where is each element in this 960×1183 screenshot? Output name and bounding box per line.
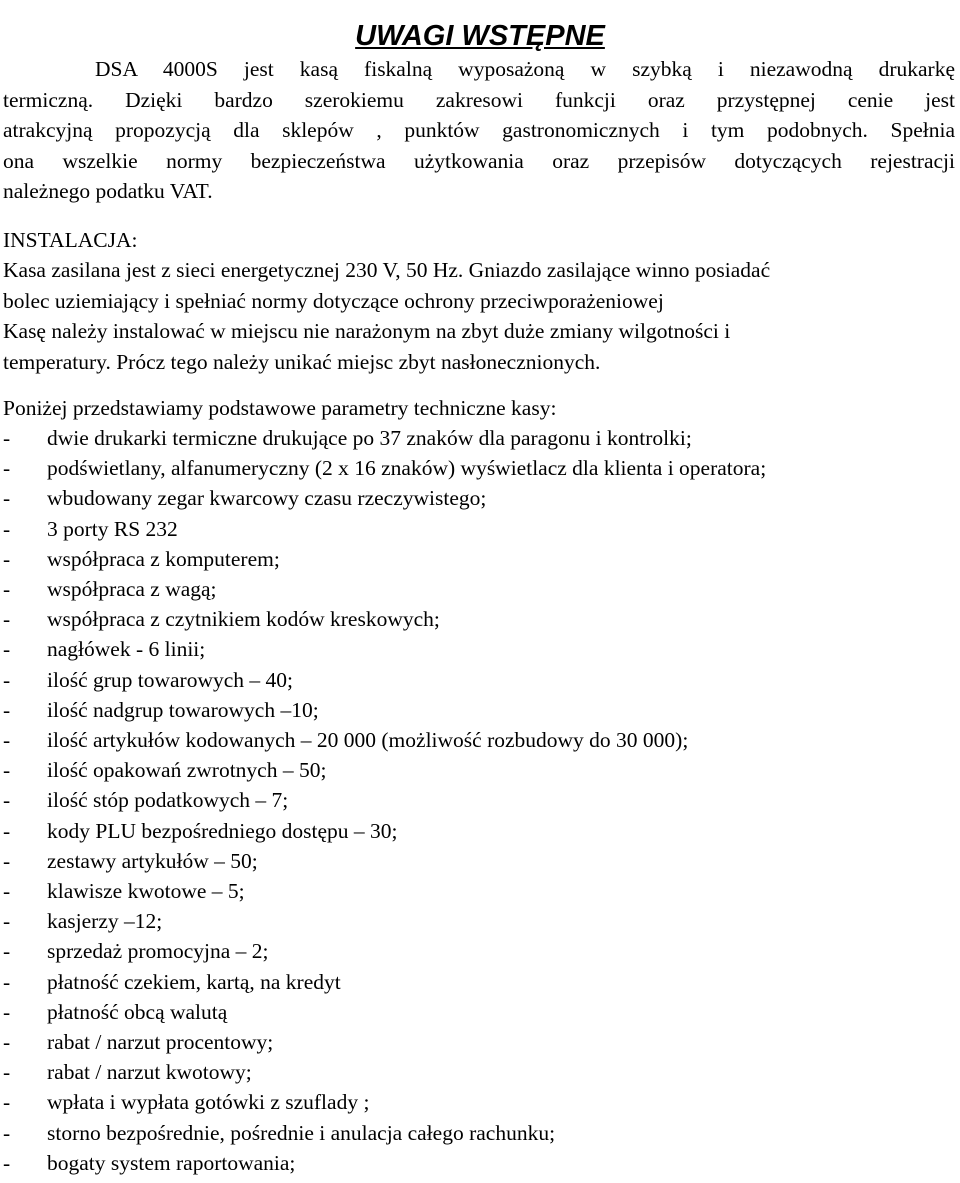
list-item	[3, 604, 766, 634]
list-item	[3, 453, 766, 483]
list-item	[3, 695, 766, 725]
list-item-text: wbudowany zegar kwarcowy czasu rzeczywistego;	[47, 486, 487, 511]
list-bullet: -	[3, 546, 11, 571]
installation-paragraph	[3, 255, 955, 377]
list-item-text: ilość stóp podatkowych – 7;	[47, 788, 289, 813]
installation-heading: INSTALACJA:	[3, 228, 138, 252]
list-item-text: płatność obcą walutą	[47, 999, 228, 1024]
list-item	[3, 936, 766, 966]
list-item-text: klawisze kwotowe – 5;	[47, 879, 245, 904]
list-item	[3, 967, 766, 997]
list-bullet: -	[3, 516, 11, 541]
list-item	[3, 725, 766, 755]
list-item	[3, 755, 766, 785]
installation-line: Kasę należy instalować w miejscu nie narażonym na zbyt duże zmiany wilgotności i	[3, 319, 731, 343]
list-item	[3, 514, 766, 544]
list-bullet: -	[3, 1120, 11, 1145]
list-item	[3, 665, 766, 695]
list-item-text: ilość opakowań zwrotnych – 50;	[47, 758, 327, 783]
list-item-text: współpraca z wagą;	[47, 577, 217, 602]
list-item	[3, 1118, 766, 1148]
list-item	[3, 544, 766, 574]
list-item	[3, 816, 766, 846]
list-bullet: -	[3, 728, 11, 753]
intro-line: należnego podatku VAT.	[3, 179, 213, 203]
list-item-text: podświetlany, alfanumeryczny (2 x 16 znaków) wyświetlacz dla klienta i operatora;	[47, 456, 767, 481]
installation-line: Kasa zasilana jest z sieci energetycznej 230 V, 50 Hz. Gniazdo zasilające winno posiadać	[3, 258, 771, 282]
intro-line: ona wszelkie normy bezpieczeństwa użytkowania oraz przepisów dotyczących rejestracji	[3, 148, 955, 173]
list-bullet: -	[3, 637, 11, 662]
list-bullet: -	[3, 939, 11, 964]
page-title: UWAGI WSTĘPNE	[355, 20, 605, 53]
list-item-text: dwie drukarki termiczne drukujące po 37 znaków dla paragonu i kontrolki;	[47, 426, 692, 450]
list-item-text: współpraca z komputerem;	[47, 546, 280, 571]
parameters-list	[3, 423, 766, 1178]
list-item-text: bogaty system raportowania;	[47, 1150, 296, 1175]
list-item-text: kody PLU bezpośredniego dostępu – 30;	[47, 818, 398, 843]
list-bullet: -	[3, 1060, 11, 1085]
installation-line: temperatury. Prócz tego należy unikać miejsc zbyt nasłonecznionych.	[3, 349, 601, 374]
list-item	[3, 1148, 766, 1178]
list-bullet: -	[3, 788, 11, 813]
list-item-text: ilość nadgrup towarowych –10;	[47, 697, 319, 722]
list-bullet: -	[3, 969, 11, 994]
list-item-text: wpłata i wypłata gotówki z szuflady ;	[47, 1090, 370, 1115]
intro-line: termiczną. Dzięki bardzo szerokiemu zakresowi funkcji oraz przystępnej cenie jest	[3, 87, 955, 112]
list-bullet: -	[3, 667, 11, 692]
parameters-heading: Poniżej przedstawiamy podstawowe parametry techniczne kasy:	[3, 396, 557, 420]
list-bullet: -	[3, 1030, 11, 1055]
list-item	[3, 423, 766, 453]
list-item	[3, 1087, 766, 1117]
list-item-text: rabat / narzut procentowy;	[47, 1030, 274, 1055]
list-bullet: -	[3, 607, 11, 632]
list-bullet: -	[3, 1090, 11, 1115]
list-bullet: -	[3, 577, 11, 602]
list-bullet: -	[3, 848, 11, 873]
list-item	[3, 1057, 766, 1087]
list-bullet: -	[3, 818, 11, 843]
list-item	[3, 876, 766, 906]
list-item	[3, 785, 766, 815]
list-bullet: -	[3, 697, 11, 722]
list-item	[3, 846, 766, 876]
list-item-text: współpraca z czytnikiem kodów kreskowych;	[47, 607, 440, 632]
list-item-text: 3 porty RS 232	[47, 516, 178, 541]
list-item	[3, 574, 766, 604]
list-item-text: rabat / narzut kwotowy;	[47, 1060, 252, 1085]
list-bullet: -	[3, 999, 11, 1024]
list-bullet: -	[3, 456, 11, 481]
list-bullet: -	[3, 1150, 11, 1175]
list-item-text: storno bezpośrednie, pośrednie i anulacja całego rachunku;	[47, 1120, 556, 1145]
list-bullet: -	[3, 879, 11, 904]
list-item	[3, 634, 766, 664]
intro-paragraph	[3, 54, 955, 207]
list-item	[3, 997, 766, 1027]
list-item	[3, 906, 766, 936]
intro-line: atrakcyjną propozycją dla sklepów , punktów gastronomicznych i tym podobnych. Spełnia	[3, 118, 955, 142]
list-bullet: -	[3, 426, 11, 450]
list-bullet: -	[3, 909, 11, 934]
list-item-text: ilość artykułów kodowanych – 20 000 (możliwość rozbudowy do 30 000);	[47, 728, 689, 753]
list-bullet: -	[3, 758, 11, 783]
intro-line: DSA 4000S jest kasą fiskalną wyposażoną w szybką i niezawodną drukarkę	[95, 57, 955, 81]
list-item	[3, 1027, 766, 1057]
list-bullet: -	[3, 486, 11, 511]
list-item-text: kasjerzy –12;	[47, 909, 163, 934]
list-item-text: zestawy artykułów – 50;	[47, 848, 258, 873]
list-item-text: płatność czekiem, kartą, na kredyt	[47, 969, 341, 994]
list-item-text: sprzedaż promocyjna – 2;	[47, 939, 269, 964]
list-item-text: ilość grup towarowych – 40;	[47, 667, 294, 692]
list-item-text: nagłówek - 6 linii;	[47, 637, 206, 662]
list-item	[3, 483, 766, 513]
installation-line: bolec uziemiający i spełniać normy dotyczące ochrony przeciwporażeniowej	[3, 288, 664, 313]
